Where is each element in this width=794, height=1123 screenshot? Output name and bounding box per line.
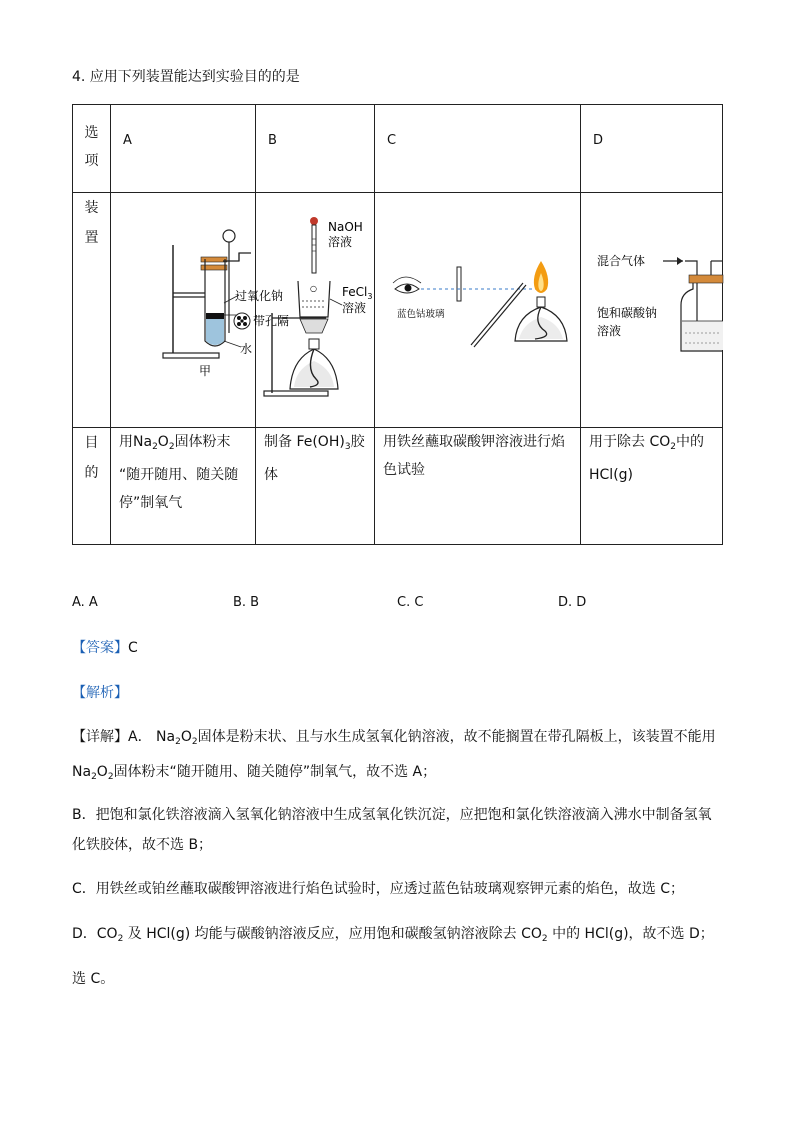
choice-c[interactable]: C. C: [397, 595, 424, 610]
choice-a[interactable]: A. A: [72, 595, 98, 610]
row-label-purpose: 目 的: [73, 428, 111, 545]
apparatus-a: [111, 193, 290, 428]
column-header-a: A: [111, 105, 256, 193]
label-water: 水: [240, 342, 253, 356]
purpose-a: 用$Na_2O_2$固体粉末 “随开随用、随关随 停”制氧气: [111, 428, 256, 545]
apparatus-b: [256, 193, 375, 428]
detail-bracket: 【详解】: [72, 729, 128, 745]
answer-line: [72, 633, 722, 663]
table-header-row: [73, 105, 723, 193]
apparatus-b-figure: [256, 193, 375, 423]
answer-choices: [72, 595, 722, 615]
apparatus-c-figure: [375, 193, 581, 423]
explanation-a: 【详解】A． $Na_2O_2$固体是粉末状、且与水生成氢氧化钠溶液，故不能搁置在带孔隔板上，该装置不能用 $Na_2O_2$固体粉末“随开随用、随关随停”制氧气，故不选 A；: [72, 729, 716, 782]
explanation-c: C．用铁丝或铂丝蘸取碳酸钾溶液进行焰色试验时，应透过蓝色钴玻璃观察钾元素的焰色，故选 C；: [72, 881, 684, 897]
purpose-d: 用于除去 $CO_2$中的 HCl(g): [581, 428, 723, 545]
purpose-b: 制备 $Fe(OH)_3$胶 体: [256, 428, 375, 545]
apparatus-row: [73, 193, 723, 428]
label-mixed-gas: 混合气体: [597, 254, 646, 268]
options-table: [72, 104, 723, 545]
column-header-d: D: [581, 105, 723, 193]
label-perforated-plate: 带孔隔: [253, 314, 290, 328]
answer-bracket: 【答案】: [72, 640, 128, 656]
question-title: 4. 应用下列装置能达到实验目的的是: [72, 69, 300, 85]
row-label-apparatus: 装 置: [73, 193, 111, 428]
svg-text:○: ○: [310, 284, 317, 293]
label-fecl3: FeCl$_3$: [342, 285, 373, 301]
label-solution-d: 溶液: [597, 324, 622, 338]
conclusion: 选 C。: [72, 971, 115, 987]
apparatus-d-figure: [581, 193, 723, 423]
explanation-d: D．$CO_2$ 及 HCl(g) 均能与碳酸钠溶液反应，应用饱和碳酸氢钠溶液除去 $CO_2$ 中的 HCl(g)，故不选 D；: [72, 926, 714, 944]
row-label-option: 选 项: [73, 105, 111, 193]
purpose-c: 用铁丝蘸取碳酸钾溶液进行焰 色试验: [375, 428, 581, 545]
label-jia: 甲: [199, 364, 212, 378]
choice-b[interactable]: B. B: [233, 595, 260, 610]
label-solution-1: 溶液: [328, 235, 353, 249]
label-saturated-na2co3: 饱和碳酸钠: [597, 306, 658, 320]
choice-d[interactable]: D. D: [558, 595, 587, 610]
label-cobalt-glass: 蓝色钴玻璃: [397, 309, 445, 320]
explanation-b: B．把饱和氯化铁溶液滴入氢氧化钠溶液中生成氢氧化铁沉淀，应把饱和氯化铁溶液滴入沸水中制备氢氧 化铁胶体，故不选 B；: [72, 807, 712, 853]
label-sodium-peroxide: 过氧化钠: [235, 289, 284, 303]
apparatus-d: [581, 193, 723, 428]
label-naoh: NaOH: [328, 220, 363, 234]
apparatus-c: [375, 193, 581, 428]
label-solution-2: 溶液: [342, 301, 367, 315]
column-header-b: B: [256, 105, 375, 193]
answer-value: C: [128, 640, 138, 656]
purpose-row: [73, 428, 723, 545]
analysis-heading: 【解析】: [72, 685, 128, 701]
apparatus-a-figure: [111, 193, 290, 423]
column-header-c: C: [375, 105, 581, 193]
